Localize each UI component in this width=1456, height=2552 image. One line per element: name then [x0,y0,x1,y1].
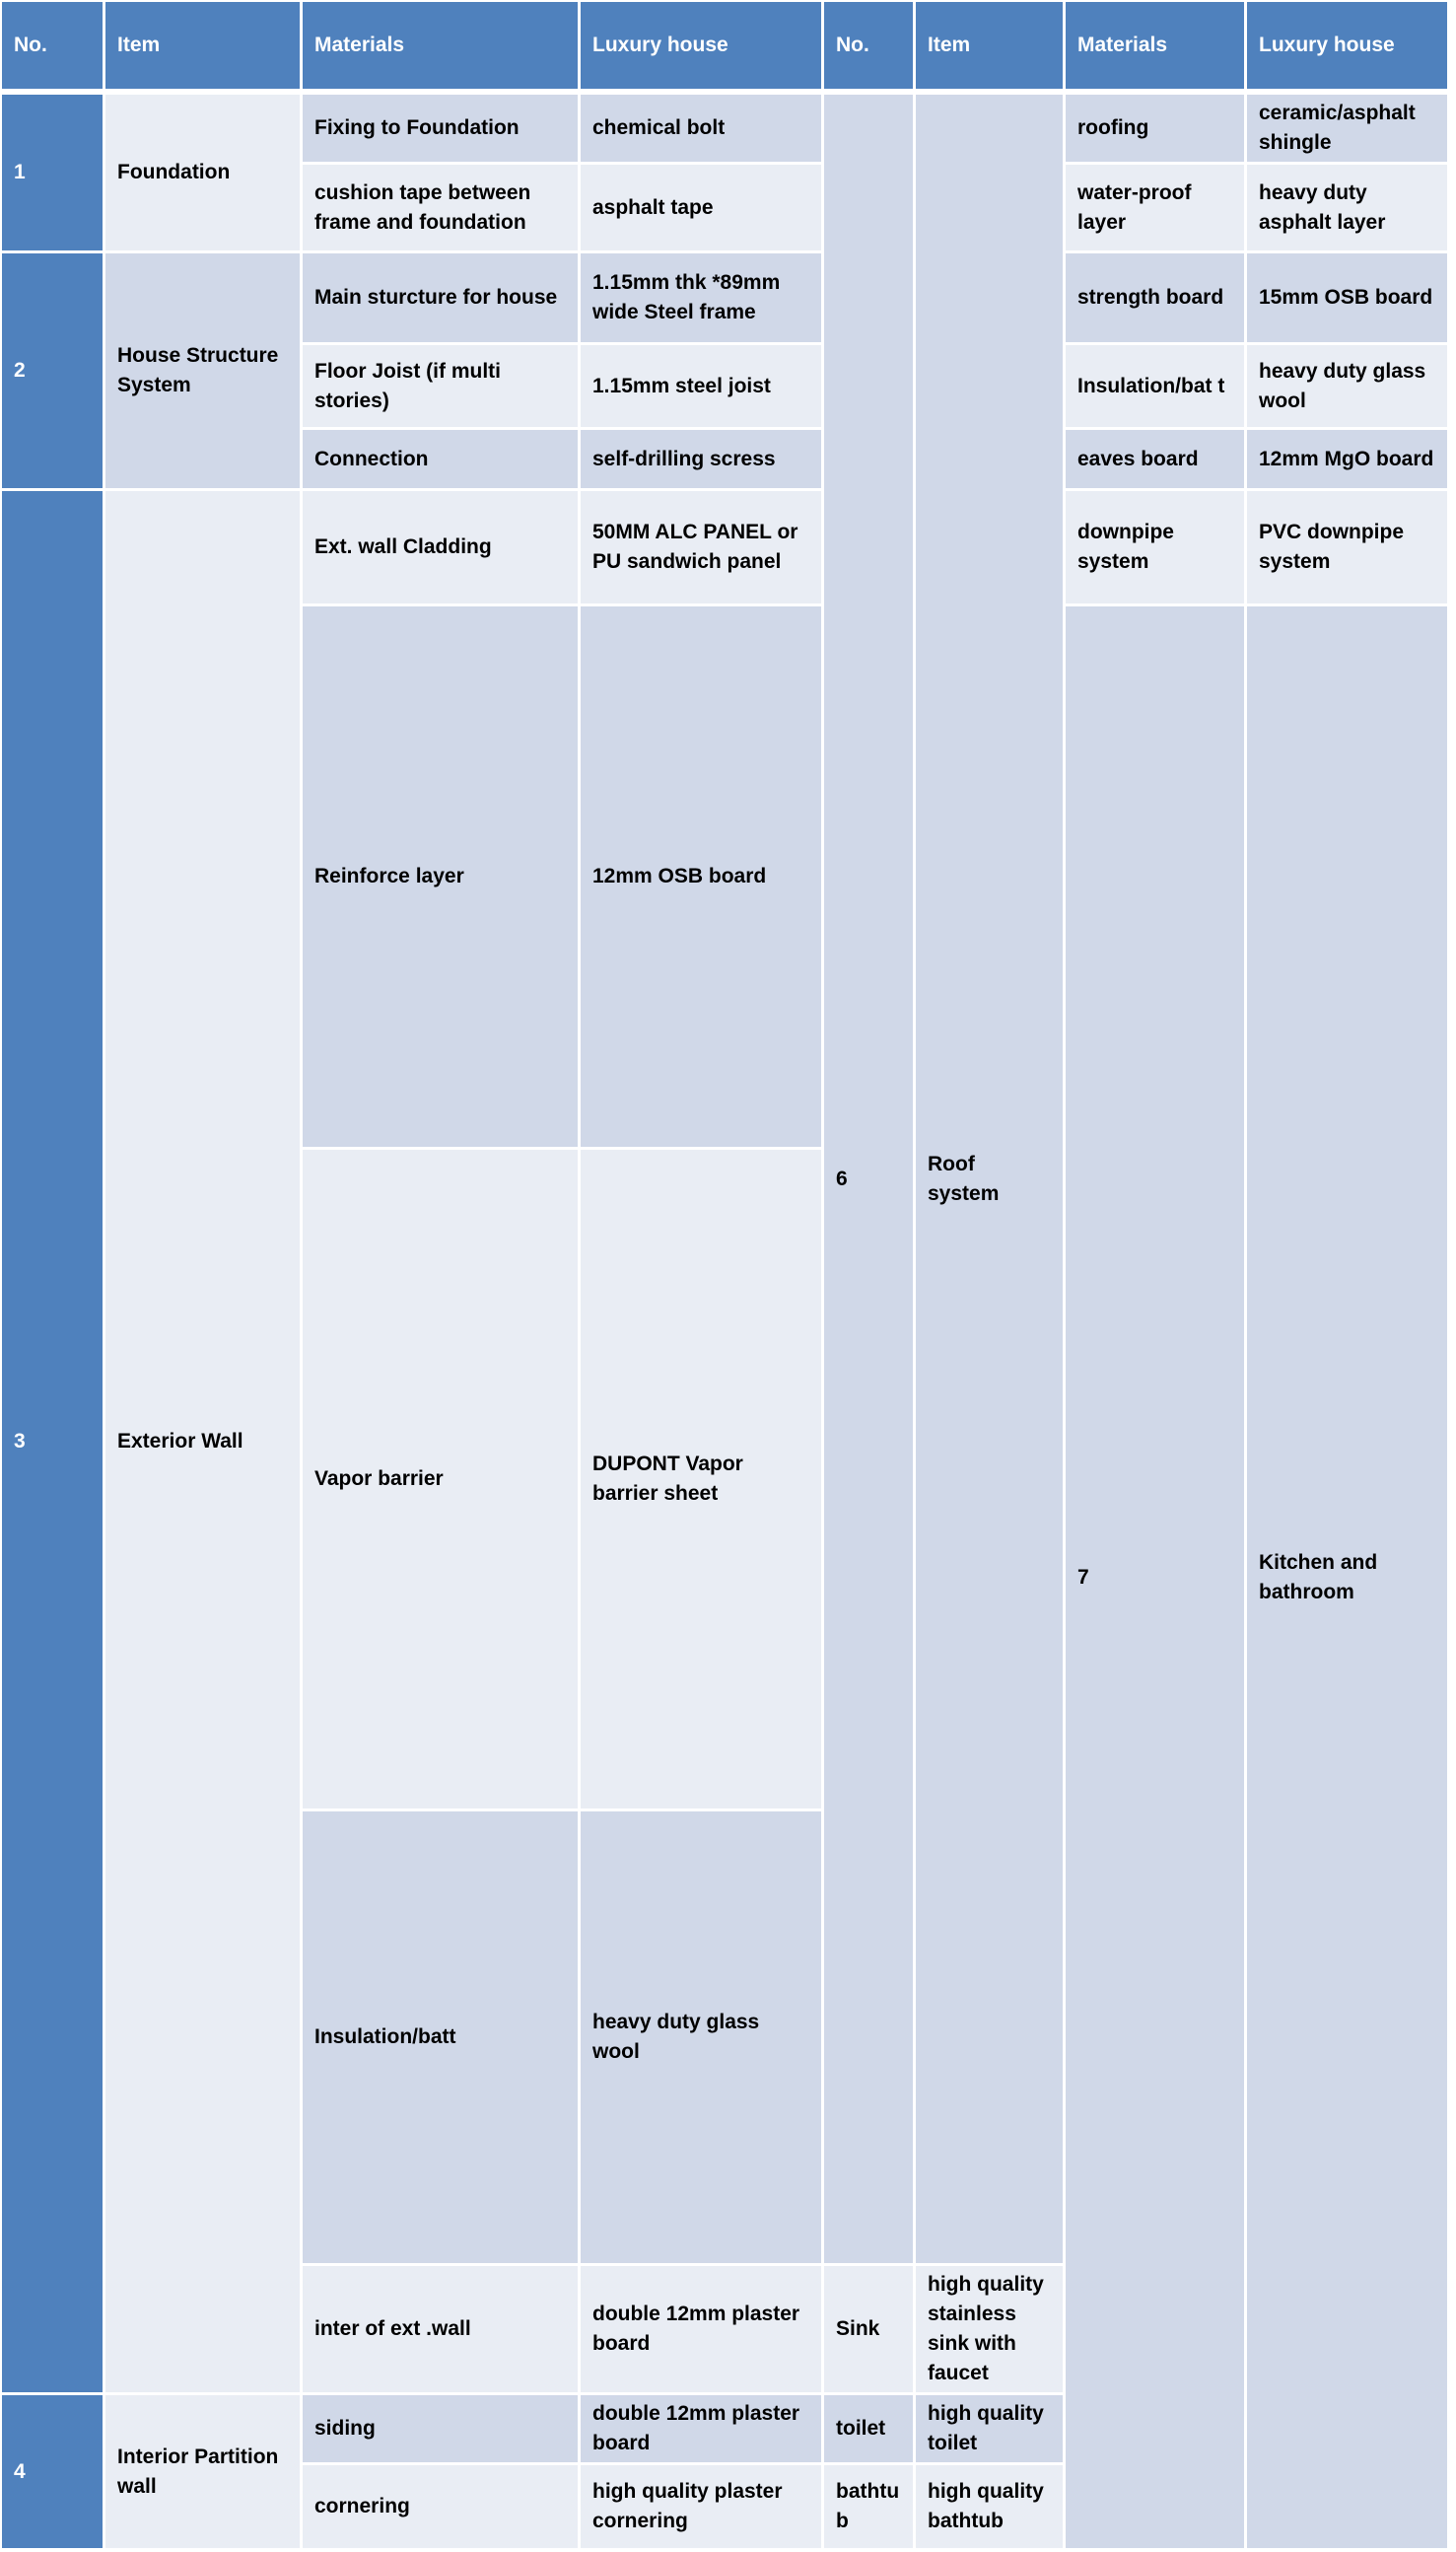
luxury-cell: heavy duty glass wool [1247,345,1447,427]
luxury-cell: DUPONT Vapor barrier sheet [581,1150,821,1808]
header-luxury-right: Luxury house [1247,2,1447,89]
luxury-cell: 12mm MgO board [1247,430,1447,488]
group-number-1: 1 [2,95,103,250]
material-cell: Main sturcture for house [303,253,578,342]
group-item-foundation: Foundation [105,95,300,250]
material-cell: Vapor barrier [303,1150,578,1808]
header-materials-right: Materials [1066,2,1244,89]
material-cell: inter of ext .wall [303,2266,578,2392]
luxury-cell: high quality bathtub [916,2465,1063,2548]
luxury-cell: high quality toilet [916,2395,1063,2462]
material-cell: bathtub [824,2465,913,2548]
material-cell: water-proof layer [1066,165,1244,250]
luxury-cell: heavy duty asphalt layer [1247,165,1447,250]
luxury-cell: chemical bolt [581,95,821,162]
luxury-cell: high quality stainless sink with faucet [916,2266,1063,2392]
material-cell: siding [303,2395,578,2462]
luxury-cell: heavy duty glass wool [581,1811,821,2263]
header-luxury-left: Luxury house [581,2,821,89]
material-cell: cornering [303,2465,578,2548]
group-item-house-structure: House Structure System [105,253,300,488]
luxury-cell: self-drilling scress [581,430,821,488]
material-cell: strength board [1066,253,1244,342]
group-number-4: 4 [2,2395,103,2548]
material-cell: eaves board [1066,430,1244,488]
material-cell: Ext. wall Cladding [303,491,578,603]
group-number-2: 2 [2,253,103,488]
luxury-cell: asphalt tape [581,165,821,250]
luxury-cell: 1.15mm thk *89mm wide Steel frame [581,253,821,342]
material-cell: Sink [824,2266,913,2392]
group-number-6: 6 [824,95,913,2263]
group-item-kitchen-bathroom: Kitchen and bathroom [1247,606,1447,2548]
material-cell: Insulation/batt [303,1811,578,2263]
material-cell: roofing [1066,95,1244,162]
table-row [2,95,1453,162]
material-cell: Insulation/bat t [1066,345,1244,427]
luxury-cell: 15mm OSB board [1247,253,1447,342]
material-cell: Connection [303,430,578,488]
luxury-cell: 1.15mm steel joist [581,345,821,427]
group-item-interior-partition: Interior Partition wall [105,2395,300,2548]
group-item-exterior-wall: Exterior Wall [105,491,300,2392]
material-cell: Reinforce layer [303,606,578,1147]
material-cell: cushion tape between frame and foundation [303,165,578,250]
luxury-cell: 12mm OSB board [581,606,821,1147]
header-no-left: No. [2,2,103,89]
header-row [2,2,1453,89]
material-cell: toilet [824,2395,913,2462]
luxury-cell: double 12mm plaster board [581,2395,821,2462]
group-number-3: 3 [2,491,103,2392]
group-item-roof-system: Roof system [916,95,1063,2263]
table-row [2,253,1453,342]
luxury-cell: double 12mm plaster board [581,2266,821,2392]
table-row [2,491,1453,603]
material-cell: downpipe system [1066,491,1244,603]
luxury-cell: high quality plaster cornering [581,2465,821,2548]
luxury-cell: 50MM ALC PANEL or PU sandwich panel [581,491,821,603]
header-item-left: Item [105,2,300,89]
luxury-cell: ceramic/asphalt shingle [1247,95,1447,162]
group-number-7: 7 [1066,606,1244,2548]
material-cell: Fixing to Foundation [303,95,578,162]
luxury-cell: PVC downpipe system [1247,491,1447,603]
header-no-right: No. [824,2,913,89]
material-cell: Floor Joist (if multi stories) [303,345,578,427]
header-item-right: Item [916,2,1063,89]
header-materials-left: Materials [303,2,578,89]
